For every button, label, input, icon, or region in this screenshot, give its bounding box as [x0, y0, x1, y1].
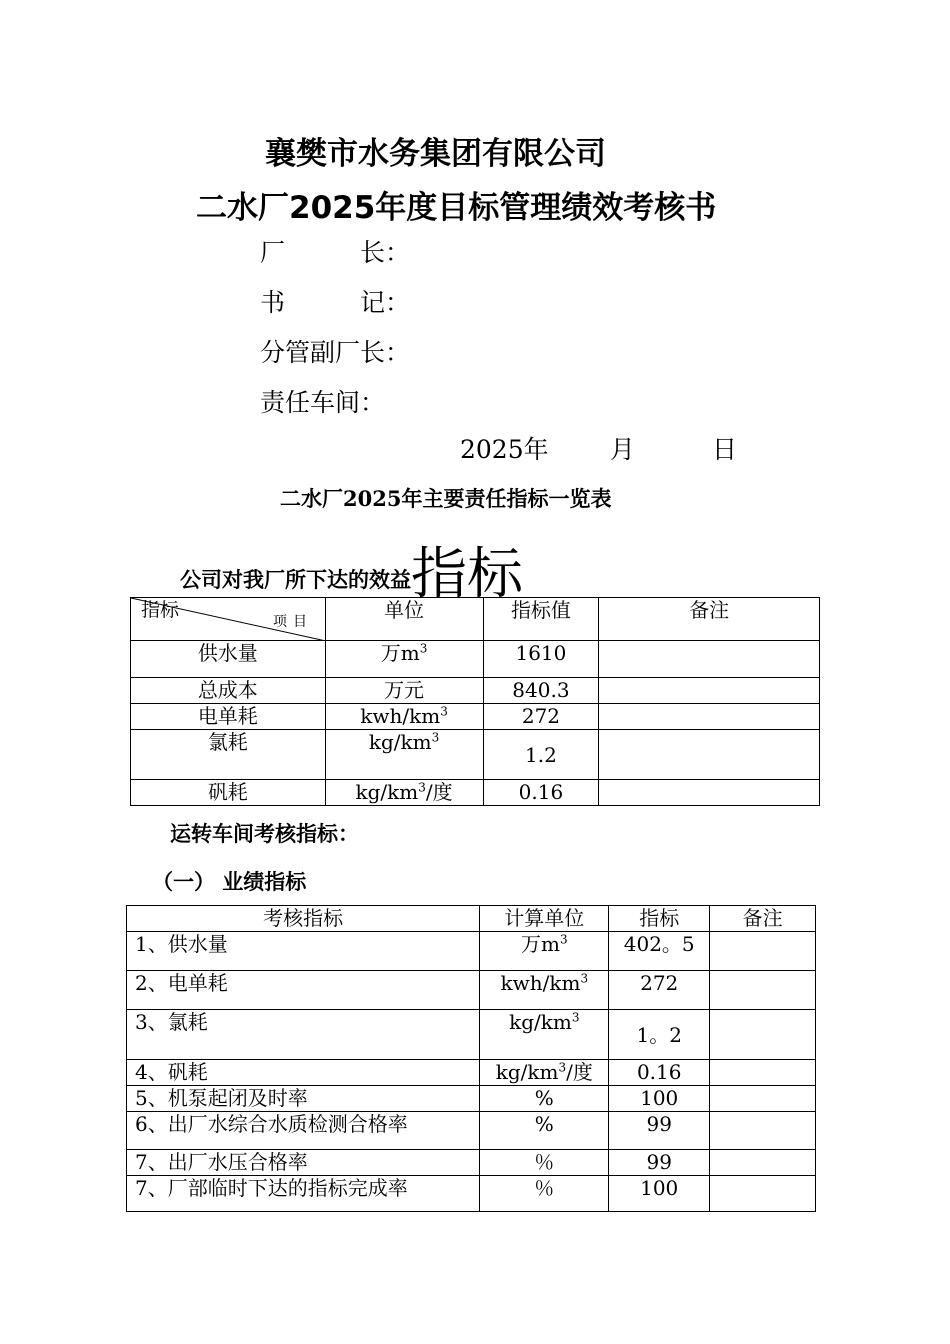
- date-year: 2025年: [460, 435, 549, 464]
- row-value: 402。5: [609, 932, 710, 971]
- corner-header-cell: [131, 598, 326, 641]
- header-unit: 计算单位: [480, 906, 609, 932]
- company-name: 襄樊市水务集团有限公司: [265, 136, 606, 172]
- row-name: 7、厂部临时下达的指标完成率: [127, 1176, 480, 1212]
- row-name: 6、出厂水综合水质检测合格率: [127, 1112, 480, 1150]
- row-name: 4、矾耗: [127, 1060, 480, 1086]
- row-value: 99: [609, 1150, 710, 1176]
- row-unit: ％: [480, 1176, 609, 1212]
- row-note: [710, 971, 816, 1010]
- header-value: 指标值: [483, 598, 599, 641]
- header-note: 备注: [710, 906, 816, 932]
- row-unit: kwh/$km^3$: [480, 971, 609, 1010]
- row-unit: $kg/km^3$: [325, 730, 483, 780]
- row-name: 供水量: [131, 641, 326, 678]
- row-value: 1。2: [609, 1010, 710, 1060]
- row-name: 氯耗: [131, 730, 326, 780]
- performance-table: [126, 905, 816, 1212]
- row-note: [710, 1010, 816, 1060]
- header-value: 指标: [609, 906, 710, 932]
- summary-heading: 二水厂2025年主要责任指标一览表: [280, 486, 612, 511]
- header-note: 备注: [599, 598, 820, 641]
- row-unit: 万$m^3$: [480, 932, 609, 971]
- row-unit: $kg/km^3/$度: [480, 1060, 609, 1086]
- row-value: 272: [609, 971, 710, 1010]
- date-month: 月: [610, 435, 636, 464]
- corner-bottom-label: 项目: [273, 614, 313, 630]
- row-name: 电单耗: [131, 704, 326, 730]
- row-value: 0.16: [483, 780, 599, 806]
- row-name: 矾耗: [131, 780, 326, 806]
- row-note: [710, 1112, 816, 1150]
- row-note: [599, 678, 820, 704]
- row-value: 1.2: [483, 730, 599, 780]
- document-title: 二水厂2025年度目标管理绩效考核书: [196, 190, 717, 226]
- row-note: [599, 730, 820, 780]
- row-unit: $kg/km^3/$度: [325, 780, 483, 806]
- deputy-director-field: 分管副厂长：: [260, 338, 411, 367]
- row-note: [710, 1086, 816, 1112]
- row-unit: $kg/km^3$: [480, 1010, 609, 1060]
- row-note: [710, 1176, 816, 1212]
- secretary-field: 书 记：: [260, 288, 411, 317]
- performance-heading: （一） 业绩指标: [152, 869, 307, 894]
- row-note: [599, 641, 820, 678]
- row-name: 3、氯耗: [127, 1010, 480, 1060]
- row-name: 5、机泵起闭及时率: [127, 1086, 480, 1112]
- row-unit: kwh/$km^3$: [325, 704, 483, 730]
- workshop-field: 责任车间：: [260, 388, 386, 417]
- header-unit: 单位: [325, 598, 483, 641]
- row-unit: 万元: [325, 678, 483, 704]
- row-value: 100: [609, 1086, 710, 1112]
- row-value: 99: [609, 1112, 710, 1150]
- header-indicator: 考核指标: [127, 906, 480, 932]
- row-note: [710, 1150, 816, 1176]
- row-unit: %: [480, 1112, 609, 1150]
- corner-top-label: 指标: [141, 599, 180, 621]
- row-note: [599, 780, 820, 806]
- row-unit: %: [480, 1086, 609, 1112]
- row-value: 0.16: [609, 1060, 710, 1086]
- row-value: 1610: [483, 641, 599, 678]
- row-value: 840.3: [483, 678, 599, 704]
- row-unit: 万$m^3$: [325, 641, 483, 678]
- summary-subheading-text: 公司对我厂所下达的效益: [180, 567, 411, 592]
- summary-subheading-big: 指标: [411, 542, 523, 607]
- date-day: 日: [712, 435, 738, 464]
- workshop-heading: 运转车间考核指标：: [170, 821, 359, 846]
- row-note: [710, 932, 816, 971]
- row-name: 总成本: [131, 678, 326, 704]
- row-name: 1、供水量: [127, 932, 480, 971]
- row-value: 272: [483, 704, 599, 730]
- factory-director-field: 厂 长：: [260, 238, 411, 267]
- row-note: [710, 1060, 816, 1086]
- row-note: [599, 704, 820, 730]
- summary-table: [130, 597, 820, 806]
- row-unit: ％: [480, 1150, 609, 1176]
- row-name: 7、出厂水压合格率: [127, 1150, 480, 1176]
- row-name: 2、电单耗: [127, 971, 480, 1010]
- row-value: 100: [609, 1176, 710, 1212]
